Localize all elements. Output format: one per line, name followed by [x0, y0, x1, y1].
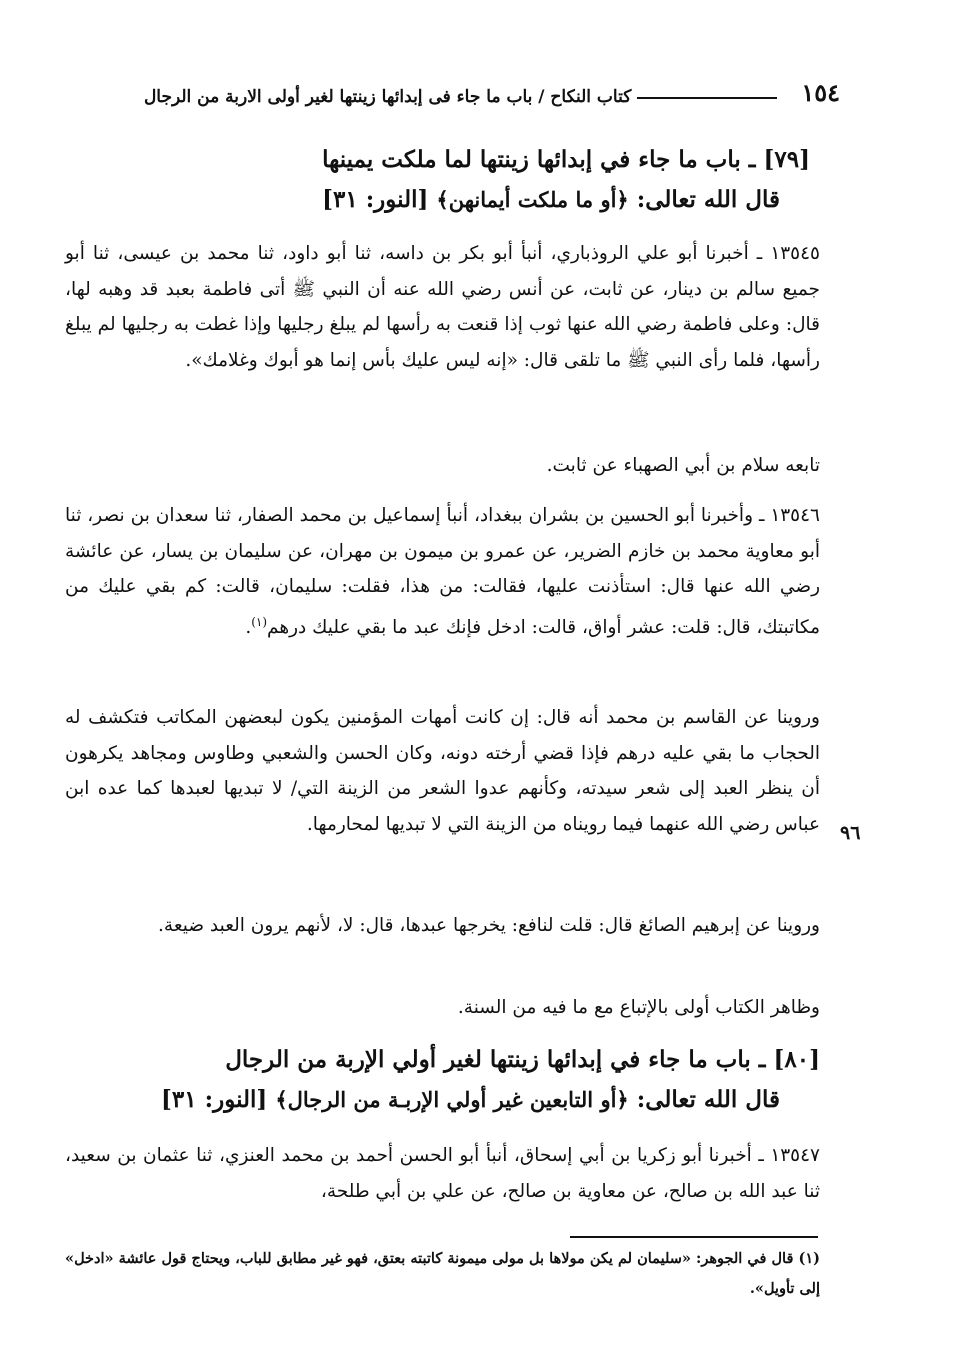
section-80-heading: [٨٠] ـ باب ما جاء في إبدائها زينتها لغير أولي الإربة من الرجال	[225, 1046, 820, 1073]
hadith-13545	[65, 236, 820, 378]
header-rule	[637, 97, 777, 99]
paragraph: وروينا عن القاسم بن محمد أنه قال: إن كانت أمهات المؤمنين يكون لبعضهن المكاتب فتكشف له الحجاب ما بقي عليه درهم فإذا قضي أرخته دونه، وكان الحسن والشعبي وطاوس ومجاهد يكرهون أن ينظر العبد إلى شعر سيدته، وكأنهم عدوا الشعر من الزينة التي/ لا تبديها لعبدها كما عده ابن عباس رضي الله عنهما فيما رويناه من الزينة التي لا تبديها لمحارمها.	[65, 707, 820, 835]
section-79-verse: ﴿أو ما ملكت أيمانهن﴾	[436, 187, 629, 212]
footnote-divider	[570, 1236, 818, 1238]
page-number: ١٥٤	[801, 78, 840, 107]
qasim-narration	[65, 700, 820, 842]
paragraph: وروينا عن إبرهيم الصائغ قال: قلت لنافع: يخرجها عبدها، قال: لا، لأنهم يرون العبد ضيعة.	[158, 915, 820, 936]
footnote-text: (١) قال في الجوهر: «سليمان لم يكن مولاها بل مولى ميمونة كاتبته بعتق، فهو غير مطابق للباب، ويحتاج قول عائشة «ادخل» إلى تأويل».	[65, 1250, 820, 1297]
section-80-heading-block	[100, 1040, 820, 1120]
section-80-verse: ﴿أو التابعين غير أولي الإربـة من الرجال﴾	[275, 1087, 629, 1112]
section-80-verse-intro: قال الله تعالى:	[636, 1086, 780, 1113]
section-79-verse-ref: [النور: ٣١]	[322, 186, 429, 213]
hadith-13546	[65, 498, 820, 645]
closing-remark	[65, 990, 820, 1026]
paragraph: ١٣٥٤٥ ـ أخبرنا أبو علي الروذباري، أنبأ أبو بكر بن داسه، ثنا أبو داود، ثنا محمد بن عيسى، ثنا أبو جميع سالم بن دينار، عن ثابت، عن أنس رضي الله عنه أن النبي ﷺ أتى فاطمة بعبد قد وهبه لها، قال: وعلى فاطمة رضي الله عنها ثوب إذا قنعت به رأسها لم يبلغ رجليها وإذا غطت به رجليها لم يبلغ رأسها، فلما رأى النبي ﷺ ما تلقى قال: «إنه ليس عليك بأس إنما هو أبوك وغلامك».	[65, 243, 820, 371]
footnote-reference: (١)	[251, 614, 268, 629]
section-79-verse-line	[100, 180, 780, 220]
margin-page-number: ٩٦	[840, 822, 861, 844]
footnote	[65, 1244, 820, 1304]
hadith-13547	[65, 1138, 820, 1209]
ibrahim-narration	[65, 908, 820, 944]
running-title: كتاب النكاح / باب ما جاء فى إبدائها زينتها لغير أولى الاربة من الرجال	[143, 87, 632, 107]
section-79-heading: [٧٩] ـ باب ما جاء في إبدائها زينتها لما ملكت يمينها	[322, 146, 810, 173]
page-header	[60, 78, 840, 107]
paragraph-text: ١٣٥٤٦ ـ وأخبرنا أبو الحسين بن بشران ببغداد، أنبأ إسماعيل بن محمد الصفار، ثنا سعدان بن نصر، ثنا أبو معاوية محمد بن خازم الضرير، عن عمرو بن ميمون بن مهران، عن سليمان بن يسار، عن عائشة رضي الله عنها قال: استأذنت عليها، فقالت: من هذا، فقلت: سليمان، قالت: كم بقي عليك من مكاتبتك، قال: قلت: عشر أواق، قالت: ادخل فإنك عبد ما بقي عليك درهم	[65, 505, 820, 638]
section-80-verse-ref: [النور: ٣١]	[160, 1086, 268, 1113]
section-79-heading-block	[100, 140, 810, 220]
section-79-verse-intro: قال الله تعالى:	[636, 186, 780, 213]
paragraph: وظاهر الكتاب أولى بالإتباع مع ما فيه من السنة.	[457, 997, 820, 1018]
paragraph: تابعه سلام بن أبي الصهباء عن ثابت.	[546, 455, 820, 476]
paragraph: ١٣٥٤٦ ـ وأخبرنا أبو الحسين بن بشران ببغداد، أنبأ إسماعيل بن محمد الصفار، ثنا سعدان بن نصر، ثنا أبو معاوية محمد بن خازم الضرير، عن عمرو بن ميمون بن مهران، عن سليمان بن يسار، عن عائشة رضي الله عنها قال: استأذنت عليها، فقالت: من هذا، فقلت: سليمان، قالت: كم بقي عليك من مكاتبتك، قال: قلت: عشر أواق، قالت: ادخل فإنك عبد ما بقي عليك درهم$^{(١)}$.	[65, 505, 820, 638]
paragraph: ١٣٥٤٧ ـ أخبرنا أبو زكريا بن أبي إسحاق، أنبأ أبو الحسن أحمد بن محمد العنزي، ثنا عثمان بن سعيد، ثنا عبد الله بن صالح، عن معاوية بن صالح، عن علي بن أبي طلحة،	[65, 1145, 820, 1202]
section-80-verse-line	[100, 1080, 780, 1120]
follow-up-note	[65, 448, 820, 484]
